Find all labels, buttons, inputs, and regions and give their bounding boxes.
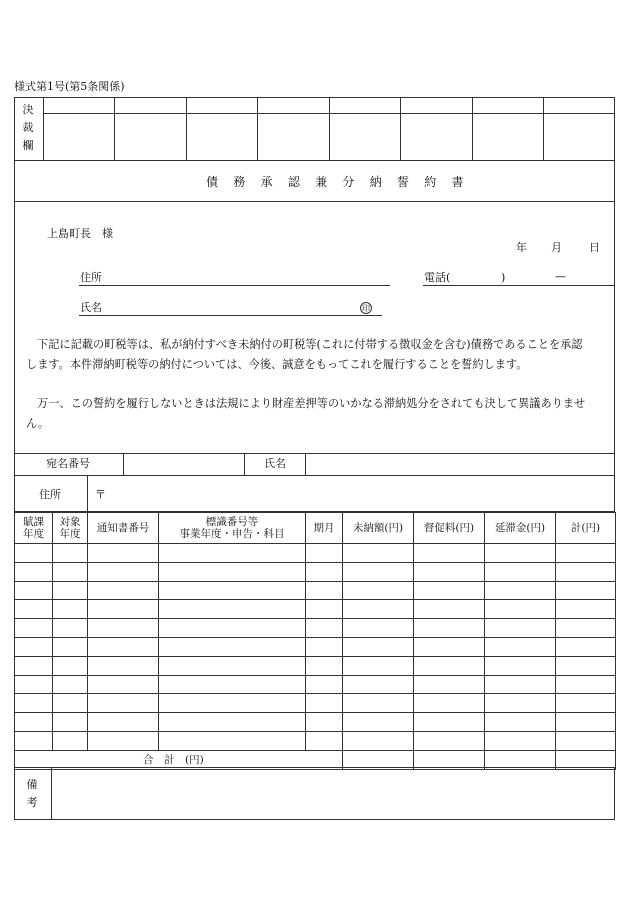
table-cell[interactable]	[159, 581, 306, 600]
header-notice-number: 通知書番号	[88, 513, 159, 544]
table-cell[interactable]	[556, 544, 616, 563]
table-cell[interactable]	[53, 656, 88, 675]
phone-close: )	[501, 271, 506, 284]
table-cell[interactable]	[88, 731, 159, 750]
remarks-label-1: 備	[26, 778, 38, 791]
table-cell[interactable]	[15, 731, 53, 750]
name-field-2[interactable]	[306, 454, 614, 474]
address-field-2[interactable]	[108, 478, 613, 510]
approval-box	[14, 97, 615, 161]
table-cell[interactable]	[88, 562, 159, 581]
table-cell[interactable]	[485, 581, 556, 600]
table-cell[interactable]	[15, 544, 53, 563]
table-cell[interactable]	[306, 694, 343, 713]
header-total: 計(円)	[556, 513, 616, 544]
table-cell[interactable]	[53, 694, 88, 713]
table-cell[interactable]	[306, 562, 343, 581]
document-title: 債 務 承 認 兼 分 納 誓 約 書	[206, 175, 464, 189]
table-cell[interactable]	[306, 619, 343, 638]
pledge-paragraph-1: 下記に記載の町税等は、私が納付すべき未納付の町税等(これに付帯する徴収金を含む)債務であることを承認します。本件滞納町税等の納付については、今後、誠意をもってこれを履行することを誓約します。	[26, 338, 583, 371]
date-day: 日	[589, 241, 600, 254]
table-cell[interactable]	[306, 656, 343, 675]
name-label-2: 氏名	[264, 457, 286, 470]
table-cell[interactable]	[485, 619, 556, 638]
table-cell[interactable]	[485, 600, 556, 619]
header-levy-year: 賦課 年度	[15, 513, 53, 544]
table-cell[interactable]	[414, 731, 485, 750]
table-row	[15, 544, 616, 563]
table-cell[interactable]	[485, 544, 556, 563]
postal-mark: 〒	[95, 488, 106, 501]
table-cell[interactable]	[159, 619, 306, 638]
table-cell[interactable]	[343, 637, 414, 656]
table-row	[15, 656, 616, 675]
approval-label-3: 欄	[22, 139, 34, 152]
table-row	[15, 600, 616, 619]
table-cell[interactable]	[53, 637, 88, 656]
table-cell[interactable]	[53, 619, 88, 638]
address-label: 住所	[80, 271, 102, 284]
table-row	[15, 619, 616, 638]
table-cell[interactable]	[159, 656, 306, 675]
table-cell[interactable]	[414, 619, 485, 638]
table-cell[interactable]	[53, 713, 88, 732]
table-cell[interactable]	[414, 637, 485, 656]
table-cell[interactable]	[343, 619, 414, 638]
table-cell[interactable]	[556, 619, 616, 638]
table-cell[interactable]	[414, 544, 485, 563]
table-cell[interactable]	[15, 713, 53, 732]
table-cell[interactable]	[343, 562, 414, 581]
phone-label: 電話(	[424, 271, 451, 284]
table-cell[interactable]	[53, 544, 88, 563]
table-cell[interactable]	[343, 656, 414, 675]
table-cell[interactable]	[306, 713, 343, 732]
table-cell[interactable]	[343, 713, 414, 732]
form-number: 様式第1号(第5条関係)	[14, 80, 125, 93]
header-delinquency: 延滞金(円)	[485, 513, 556, 544]
table-cell[interactable]	[343, 600, 414, 619]
header-target-year: 対象 年度	[53, 513, 88, 544]
table-cell[interactable]	[556, 656, 616, 675]
table-cell[interactable]	[15, 581, 53, 600]
header-unpaid: 未納額(円)	[343, 513, 414, 544]
table-cell[interactable]	[485, 731, 556, 750]
table-cell[interactable]	[53, 562, 88, 581]
table-cell[interactable]	[15, 675, 53, 694]
seal-mark: 印	[362, 304, 370, 313]
date-year: 年	[516, 241, 527, 254]
name-field[interactable]	[79, 315, 382, 316]
table-cell[interactable]	[343, 731, 414, 750]
addressee: 上島町長 様	[47, 227, 113, 240]
table-cell[interactable]	[485, 637, 556, 656]
address-field[interactable]	[79, 285, 390, 286]
table-cell[interactable]	[485, 675, 556, 694]
phone-field[interactable]	[423, 285, 614, 286]
table-cell[interactable]	[53, 731, 88, 750]
total-label: 合 計 (円)	[15, 750, 343, 769]
table-cell[interactable]	[306, 544, 343, 563]
table-cell[interactable]	[159, 713, 306, 732]
tax-table	[14, 512, 616, 770]
name-label: 氏名	[80, 301, 102, 314]
table-cell[interactable]	[88, 694, 159, 713]
table-cell[interactable]	[414, 694, 485, 713]
table-cell[interactable]	[159, 637, 306, 656]
table-cell[interactable]	[414, 656, 485, 675]
table-cell[interactable]	[343, 544, 414, 563]
header-marker-number: 標識番号等 事業年度・申告・科目	[159, 513, 306, 544]
table-cell[interactable]	[556, 713, 616, 732]
table-row	[15, 581, 616, 600]
table-cell[interactable]	[88, 637, 159, 656]
table-cell[interactable]	[414, 675, 485, 694]
table-cell[interactable]	[343, 675, 414, 694]
table-cell[interactable]	[88, 581, 159, 600]
table-cell[interactable]	[88, 713, 159, 732]
approval-label-1: 決	[22, 103, 34, 116]
table-cell[interactable]	[15, 637, 53, 656]
table-cell[interactable]	[556, 562, 616, 581]
table-cell[interactable]	[88, 675, 159, 694]
table-cell[interactable]	[343, 581, 414, 600]
table-cell[interactable]	[414, 600, 485, 619]
addressee-number-field[interactable]	[124, 454, 244, 474]
phone-dash: —	[555, 270, 566, 283]
table-cell[interactable]	[556, 694, 616, 713]
date-month: 月	[551, 241, 562, 254]
table-cell[interactable]	[159, 544, 306, 563]
table-cell[interactable]	[15, 600, 53, 619]
table-cell[interactable]	[485, 562, 556, 581]
table-row	[15, 637, 616, 656]
table-cell[interactable]	[159, 562, 306, 581]
table-cell[interactable]	[159, 694, 306, 713]
table-cell[interactable]	[53, 675, 88, 694]
table-cell[interactable]	[88, 600, 159, 619]
table-cell[interactable]	[159, 731, 306, 750]
remarks-field[interactable]	[53, 769, 613, 818]
table-row	[15, 562, 616, 581]
approval-label-2: 裁	[22, 121, 34, 134]
table-cell[interactable]	[556, 637, 616, 656]
table-cell[interactable]	[306, 637, 343, 656]
table-cell[interactable]	[15, 656, 53, 675]
table-row	[15, 675, 616, 694]
table-cell[interactable]	[414, 562, 485, 581]
table-cell[interactable]	[88, 656, 159, 675]
table-cell[interactable]	[556, 581, 616, 600]
table-cell[interactable]	[556, 731, 616, 750]
table-cell[interactable]	[556, 600, 616, 619]
remarks-label-2: 考	[26, 796, 38, 809]
table-cell[interactable]	[485, 656, 556, 675]
table-cell[interactable]	[53, 600, 88, 619]
table-cell[interactable]	[306, 731, 343, 750]
header-reminder-fee: 督促料(円)	[414, 513, 485, 544]
table-row	[15, 731, 616, 750]
table-cell[interactable]	[306, 600, 343, 619]
table-cell[interactable]	[306, 581, 343, 600]
table-cell[interactable]	[414, 581, 485, 600]
header-period: 期月	[306, 513, 343, 544]
table-row	[15, 713, 616, 732]
table-cell[interactable]	[53, 581, 88, 600]
table-cell[interactable]	[15, 694, 53, 713]
table-cell[interactable]	[343, 694, 414, 713]
table-header-row	[15, 513, 616, 544]
address-label-2: 住所	[39, 488, 61, 501]
table-cell[interactable]	[159, 675, 306, 694]
table-cell[interactable]	[15, 562, 53, 581]
table-row	[15, 694, 616, 713]
pledge-paragraph-2: 万一、この誓約を履行しないときは法規により財産差押等のいかなる滞納処分をされても決して異議ありません。	[26, 397, 586, 430]
table-cell[interactable]	[88, 619, 159, 638]
table-cell[interactable]	[88, 544, 159, 563]
table-cell[interactable]	[485, 694, 556, 713]
table-cell[interactable]	[306, 675, 343, 694]
table-cell[interactable]	[414, 713, 485, 732]
addressee-number-label: 宛名番号	[46, 457, 90, 470]
table-cell[interactable]	[556, 675, 616, 694]
table-cell[interactable]	[159, 600, 306, 619]
table-cell[interactable]	[485, 713, 556, 732]
table-cell[interactable]	[15, 619, 53, 638]
